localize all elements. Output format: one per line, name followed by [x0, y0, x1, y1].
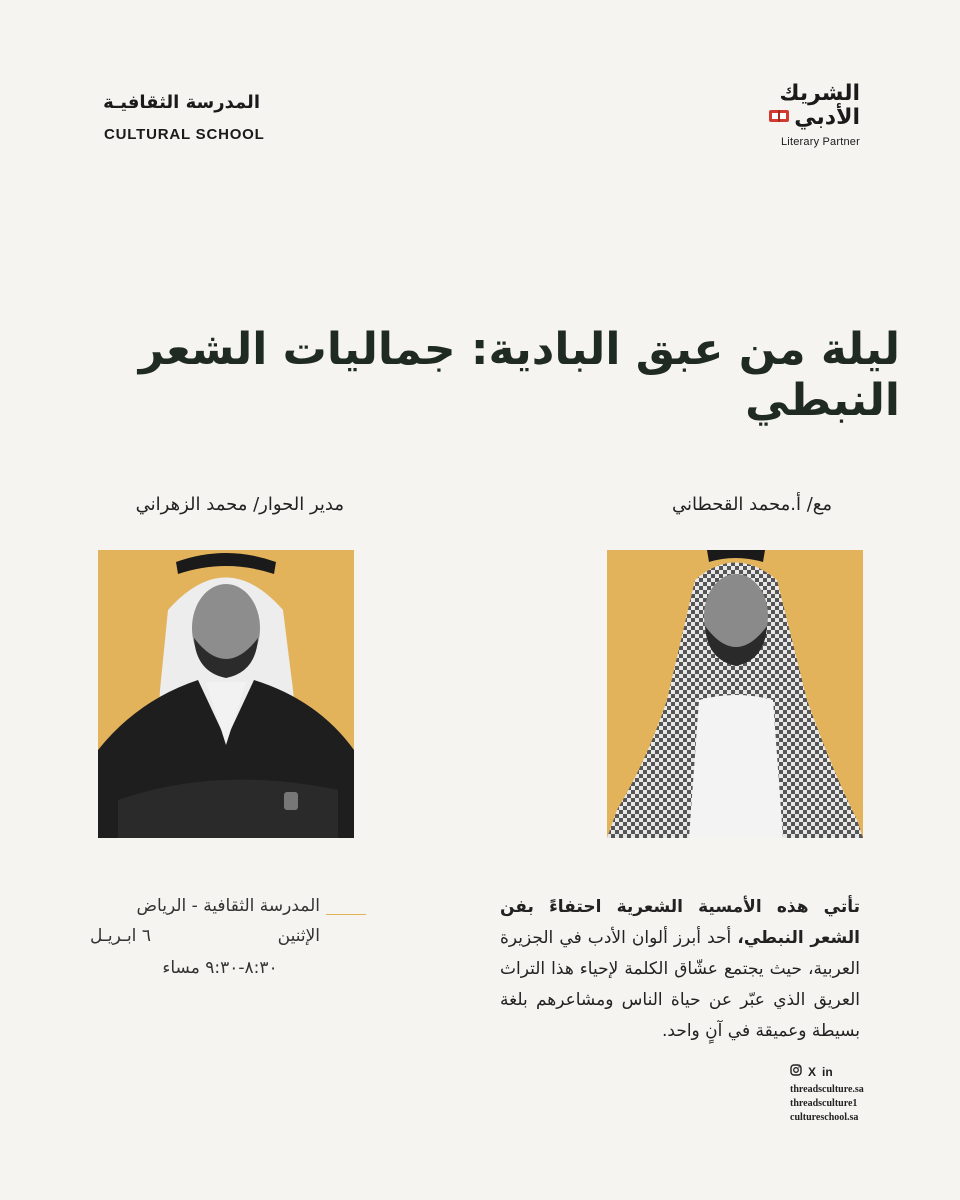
x-icon[interactable]: X: [808, 1064, 817, 1079]
event-time: ٨:٣٠-٩:٣٠ مساء: [162, 958, 278, 978]
event-day: الإثنين: [277, 926, 320, 946]
social-handle[interactable]: cultureschool.sa: [790, 1112, 859, 1123]
description-body: أحد أبرز ألوان الأدب في الجزيرة العربية، حيث يجتمع عشّاق الكلمة لإحياء هذا التراث العريق الذي عبّر عن حياة الناس ومشاعرهم بلغة بسيطة وعميقة في آنٍ واحد.: [500, 928, 860, 1041]
brand-name-arabic: المدرسة الثقافيـة: [103, 92, 260, 113]
event-title: ليلة من عبق البادية: جماليات الشعر النبطي: [138, 324, 900, 426]
event-date: ٦ ابـريـل: [90, 926, 151, 946]
instagram-icon[interactable]: [790, 1064, 802, 1079]
moderator-portrait-illustration: [98, 550, 354, 838]
guest-photo: [607, 550, 863, 838]
linkedin-icon[interactable]: in: [822, 1064, 833, 1079]
moderator-photo: [98, 550, 354, 838]
guest-label: مع/ أ.محمد القحطاني: [671, 494, 832, 515]
literary-partner-logo: [760, 82, 860, 148]
guest-portrait-illustration: [607, 550, 863, 838]
brand-name-english: CULTURAL SCHOOL: [104, 126, 265, 143]
partner-title-line1: الشريك: [779, 81, 860, 106]
partner-title-line2: الأدبي: [794, 105, 860, 130]
event-venue: المدرسة الثقافية - الرياض: [136, 896, 320, 916]
description-lead: تأتي هذه الأمسية الشعرية احتفاءً بفن الشعر النبطي،: [500, 897, 861, 948]
social-handle[interactable]: threadsculture.sa: [790, 1084, 864, 1095]
accent-divider: [326, 914, 366, 915]
book-icon: [768, 108, 790, 128]
event-description: [500, 892, 860, 1047]
event-details: [90, 896, 320, 978]
social-links: [790, 1064, 870, 1124]
moderator-label: مدير الحوار/ محمد الزهراني: [135, 494, 344, 515]
partner-label-english: Literary Partner: [780, 136, 860, 148]
social-handle[interactable]: threadsculture1: [790, 1098, 858, 1109]
